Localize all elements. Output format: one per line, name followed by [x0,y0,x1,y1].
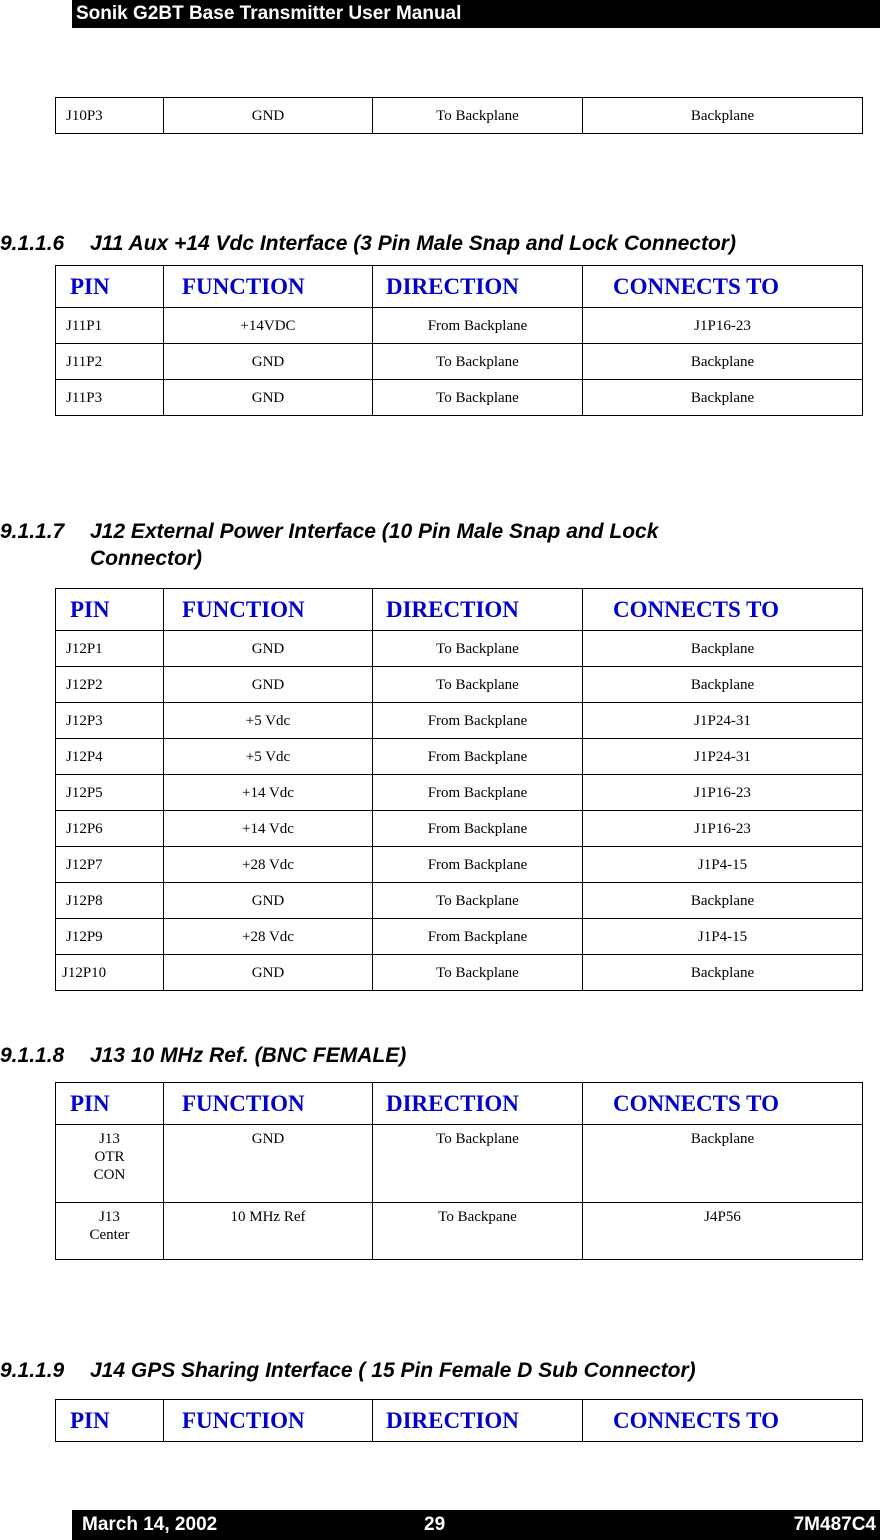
page-footer [72,1510,880,1540]
pin-cell: J12P8 [56,883,164,919]
pin-cell: J12P3 [56,703,164,739]
table-row [56,703,863,739]
col-header-pin: PIN [56,589,164,631]
col-header-connects: CONNECTS TO [583,589,863,631]
function-cell: +14 Vdc [164,775,373,811]
pin-cell: J11P3 [56,380,164,416]
connects-cell: J4P56 [583,1203,863,1260]
col-header-direction: DIRECTION [373,1400,583,1442]
j12-pin-table [55,588,863,991]
section-number: 9.1.1.8 [0,1044,65,1067]
section-number: 9.1.1.7 [0,520,65,543]
col-header-function: FUNCTION [164,266,373,308]
connects-cell: Backplane [583,955,863,991]
footer-page-number: 29 [424,1514,446,1535]
pin-cell: J12P9 [56,919,164,955]
function-cell: +28 Vdc [164,919,373,955]
function-cell: +14VDC [164,308,373,344]
pin-cell: J12P5 [56,775,164,811]
section-heading-j13 [0,1042,880,1069]
connects-cell: Backplane [583,344,863,380]
col-header-function: FUNCTION [164,1083,373,1125]
direction-cell: To Backplane [373,631,583,667]
pin-cell: J11P2 [56,344,164,380]
connects-cell: Backplane [583,1125,863,1203]
function-cell: GND [164,344,373,380]
j11-pin-table [55,265,863,416]
col-header-pin: PIN [56,1083,164,1125]
connects-cell: J1P24-31 [583,739,863,775]
pin-cell: J12P2 [56,667,164,703]
j14-pin-table [55,1399,863,1442]
function-cell: +5 Vdc [164,739,373,775]
direction-cell: To Backplane [373,955,583,991]
table-row [56,1125,863,1203]
pin-cell: J11P1 [56,308,164,344]
function-cell: +5 Vdc [164,703,373,739]
col-header-function: FUNCTION [164,589,373,631]
col-header-pin: PIN [56,1400,164,1442]
table-header-row [56,266,863,308]
table-row [56,98,863,134]
direction-cell: From Backplane [373,847,583,883]
table-header-row [56,589,863,631]
connects-cell: J1P4-15 [583,847,863,883]
connects-cell: Backplane [583,631,863,667]
connects-cell: Backplane [583,883,863,919]
col-header-function: FUNCTION [164,1400,373,1442]
direction-cell: To Backplane [373,883,583,919]
function-cell: GND [164,380,373,416]
pin-cell: J12P7 [56,847,164,883]
header-title: Sonik G2BT Base Transmitter User Manual [76,3,462,24]
direction-cell: From Backplane [373,703,583,739]
table-header-row [56,1400,863,1442]
table-row [56,847,863,883]
direction-cell: To Backplane [373,98,583,134]
table-row [56,919,863,955]
function-cell: GND [164,1125,373,1203]
section-title: J14 GPS Sharing Interface ( 15 Pin Female D Sub Connector) [90,1359,696,1382]
j13-pin-table [55,1082,863,1260]
col-header-connects: CONNECTS TO [583,1083,863,1125]
connects-cell: J1P16-23 [583,775,863,811]
pin-cell: J12P4 [56,739,164,775]
direction-cell: From Backplane [373,739,583,775]
section-title-continued: Connector) [90,547,202,570]
connects-cell: J1P16-23 [583,811,863,847]
col-header-connects: CONNECTS TO [583,1400,863,1442]
table-row [56,775,863,811]
section-heading-j14 [0,1357,880,1384]
table-row [56,883,863,919]
direction-cell: From Backplane [373,775,583,811]
connects-cell: J1P16-23 [583,308,863,344]
table-row [56,1203,863,1260]
direction-cell: To Backplane [373,380,583,416]
direction-cell: To Backplane [373,667,583,703]
pin-cell: J10P3 [56,98,164,134]
section-title: J13 10 MHz Ref. (BNC FEMALE) [90,1044,407,1067]
table-row [56,308,863,344]
footer-date: March 14, 2002 [82,1514,218,1535]
section-number: 9.1.1.9 [0,1359,65,1382]
table-row [56,811,863,847]
pin-cell: J12P1 [56,631,164,667]
page-header [72,0,880,28]
function-cell: +28 Vdc [164,847,373,883]
col-header-direction: DIRECTION [373,589,583,631]
connects-cell: Backplane [583,98,863,134]
connects-cell: J1P4-15 [583,919,863,955]
col-header-direction: DIRECTION [373,1083,583,1125]
section-number: 9.1.1.6 [0,232,65,255]
section-title: J11 Aux +14 Vdc Interface (3 Pin Male Snap and Lock Connector) [90,232,736,255]
col-header-connects: CONNECTS TO [583,266,863,308]
section-title: J12 External Power Interface (10 Pin Male Snap and Lock [90,520,659,543]
section-heading-j11 [0,230,880,257]
table-row [56,739,863,775]
direction-cell: From Backplane [373,308,583,344]
j10-pin-table [55,97,863,134]
function-cell: GND [164,98,373,134]
connects-cell: J1P24-31 [583,703,863,739]
section-heading-j12 [0,518,880,572]
pin-cell: J12P10 [56,955,164,991]
direction-cell: From Backplane [373,919,583,955]
pin-cell: J13 OTR CON [56,1125,164,1203]
table-row [56,955,863,991]
function-cell: GND [164,883,373,919]
table-row [56,380,863,416]
direction-cell: To Backpane [373,1203,583,1260]
function-cell: GND [164,667,373,703]
direction-cell: To Backplane [373,344,583,380]
pin-cell: J12P6 [56,811,164,847]
direction-cell: To Backplane [373,1125,583,1203]
col-header-pin: PIN [56,266,164,308]
function-cell: GND [164,955,373,991]
footer-document-id: 7M487C4 [793,1514,876,1535]
function-cell: GND [164,631,373,667]
direction-cell: From Backplane [373,811,583,847]
table-header-row [56,1083,863,1125]
table-row [56,344,863,380]
pin-cell: J13 Center [56,1203,164,1260]
table-row [56,667,863,703]
col-header-direction: DIRECTION [373,266,583,308]
connects-cell: Backplane [583,380,863,416]
table-row [56,631,863,667]
function-cell: 10 MHz Ref [164,1203,373,1260]
function-cell: +14 Vdc [164,811,373,847]
connects-cell: Backplane [583,667,863,703]
